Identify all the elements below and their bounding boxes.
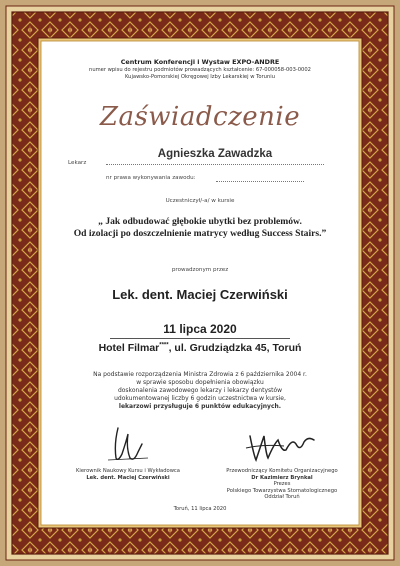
course-title-line1: „ Jak odbudować głębokie ubytki bez problemów. xyxy=(98,216,302,227)
right-signature xyxy=(244,426,324,466)
right-signature-block xyxy=(212,468,352,501)
lecturer-intro: prowadzonym przez xyxy=(171,267,229,273)
role-label: Lekarz xyxy=(68,160,87,166)
lecturer-name: Lek. dent. Maciej Czerwiński xyxy=(112,287,288,302)
legal-line-5: lekarzowi przysługuje 6 punktów edukacyjnych. xyxy=(118,403,282,410)
certificate-title: Zaświadczenie xyxy=(99,102,301,132)
hotel-address: , ul. Grudziądzka 45, Toruń xyxy=(168,342,302,354)
left-signer-role: Kierownik Naukowy Kursu i Wykładowca xyxy=(76,468,180,474)
event-venue xyxy=(44,342,356,354)
legal-line-3: doskonalenia zawodowego lekarzy i lekarzy dentystów xyxy=(117,387,283,394)
registry-number: numer wpisu do rejestru podmiotów prowadzących kształcenie: 67-000058-003-0002 xyxy=(89,67,311,73)
right-signer-role: Przewodniczący Komitetu Organizacyjnego xyxy=(226,468,338,474)
right-signer-line5: Oddział Toruń xyxy=(264,494,300,501)
left-signature-block xyxy=(58,468,198,481)
left-signature xyxy=(104,424,154,466)
right-signer-line4: Polskiego Towarzystwa Stomatologicznego xyxy=(226,487,338,494)
license-label: nr prawa wykonywania zawodu: xyxy=(106,175,196,181)
hotel-name: Hotel Filmar xyxy=(98,342,160,354)
place-and-date: Toruń, 11 lipca 2020 xyxy=(173,506,227,512)
left-signer-name: Lek. dent. Maciej Czerwiński xyxy=(86,474,170,481)
right-signer-name: Dr Kazimierz Brynkal xyxy=(251,474,313,481)
license-line xyxy=(216,181,304,182)
course-intro: Uczestniczył/-a/ w kursie xyxy=(165,198,235,204)
chamber-name: Kujawsko-Pomorskiej Okręgowej Izby Lekarskiej w Toruniu xyxy=(125,74,275,80)
date-underline xyxy=(110,338,290,339)
participant-name: Agnieszka Zawadzka xyxy=(157,148,273,160)
organizer-name: Centrum Konferencji i Wystaw EXPO-ANDRE xyxy=(120,58,280,66)
event-date: 11 lipca 2020 xyxy=(163,322,237,336)
course-title-line2: Od izolacji po doszczelnienie matrycy według Success Stairs.” xyxy=(73,228,327,239)
legal-line-2: w sprawie sposobu dopełnienia obowiązku xyxy=(136,379,264,386)
legal-line-1: Na podstawie rozporządzenia Ministra Zdrowia z 6 października 2004 r. xyxy=(93,371,307,378)
hotel-stars: **** xyxy=(159,342,169,349)
certificate-content xyxy=(44,44,356,522)
right-signer-line3: Prezes xyxy=(273,481,291,488)
legal-line-4: udokumentowanej liczby 6 godzin uczestnictwa w kursie, xyxy=(114,395,286,402)
name-line xyxy=(106,164,324,165)
